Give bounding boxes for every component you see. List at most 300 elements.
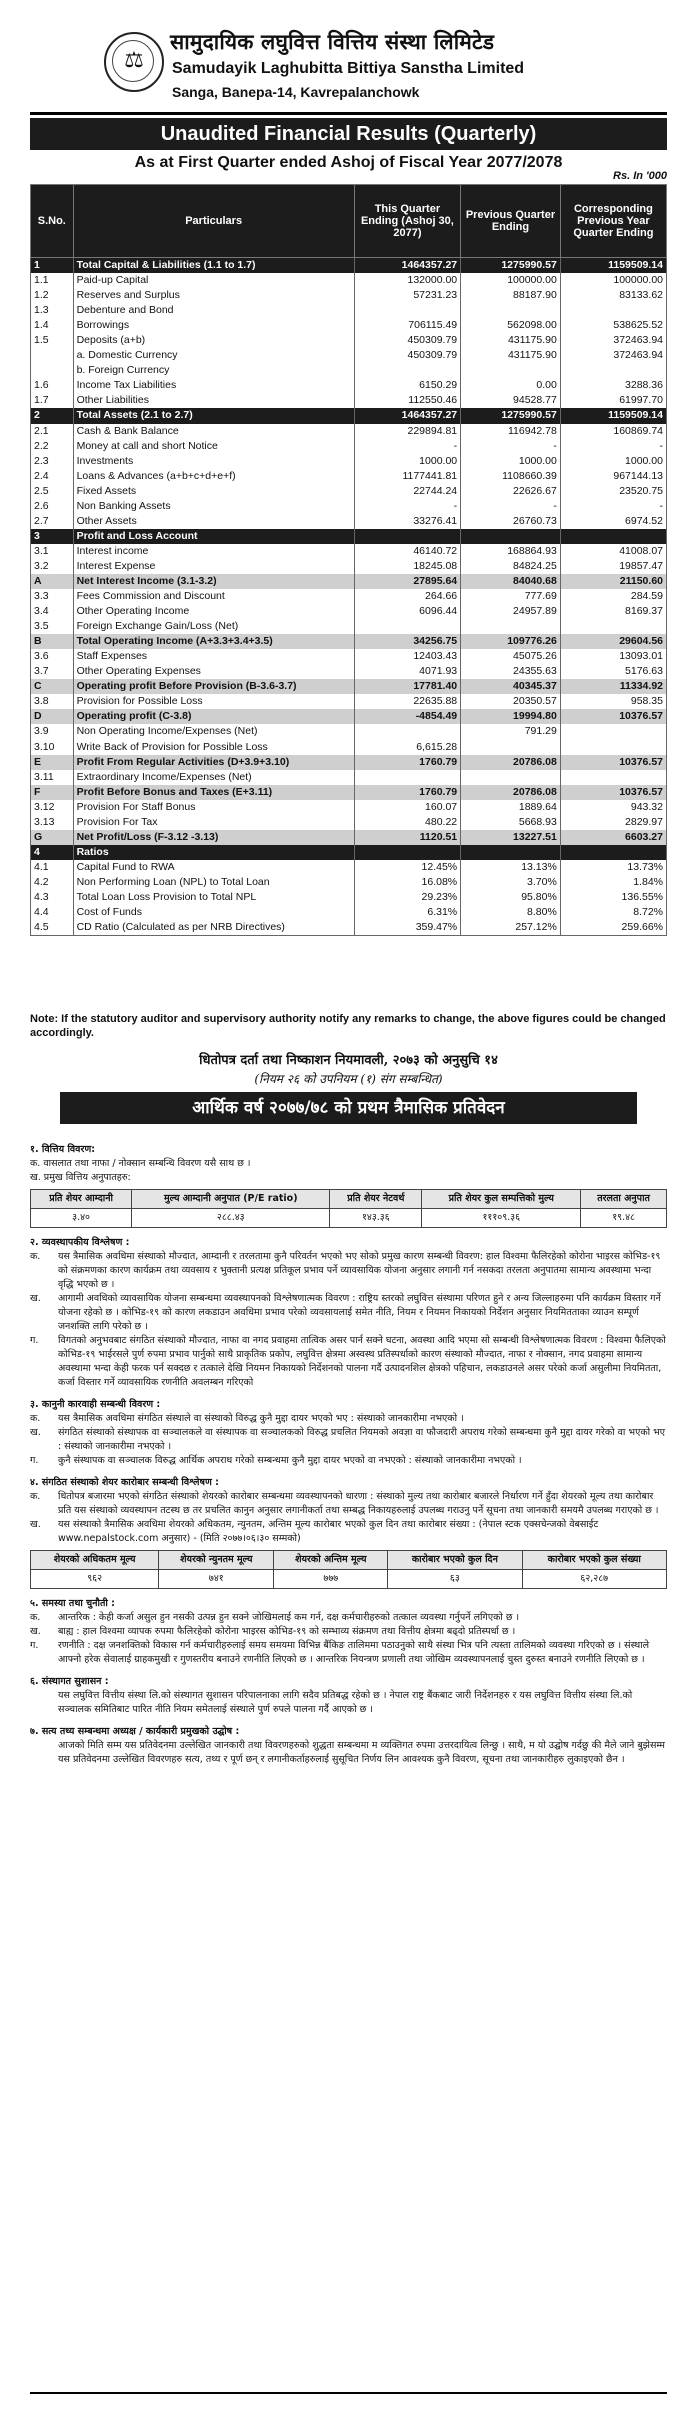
row-previous-quarter: 26760.73 <box>461 514 561 529</box>
row-particular: Foreign Exchange Gain/Loss (Net) <box>73 619 354 634</box>
row-corresponding: 1000.00 <box>560 454 666 469</box>
row-this-quarter: -4854.49 <box>354 709 460 724</box>
table-row <box>31 770 667 785</box>
row-previous-quarter: 22626.67 <box>461 484 561 499</box>
table-row <box>31 454 667 469</box>
row-previous-quarter: 109776.26 <box>461 634 561 649</box>
table-row <box>31 724 667 739</box>
row-sn: 3.12 <box>31 800 74 815</box>
row-particular: Net Profit/Loss (F-3.12 -3.13) <box>73 830 354 845</box>
row-this-quarter: 6,615.28 <box>354 740 460 755</box>
row-sn <box>31 363 74 378</box>
row-particular: Fixed Assets <box>73 484 354 499</box>
row-previous-quarter: 24355.63 <box>461 664 561 679</box>
row-corresponding: 10376.57 <box>560 785 666 800</box>
row-corresponding: 2829.97 <box>560 815 666 830</box>
trade-header: शेयरको अधिकतम मूल्य <box>31 1551 159 1570</box>
row-this-quarter: 22635.88 <box>354 694 460 709</box>
row-sn: 2.5 <box>31 484 74 499</box>
table-row <box>31 664 667 679</box>
key-ratios-header-row <box>31 1190 667 1209</box>
table-row <box>31 589 667 604</box>
row-this-quarter: 22744.24 <box>354 484 460 499</box>
row-corresponding: 29604.56 <box>560 634 666 649</box>
row-sn: 4.3 <box>31 890 74 905</box>
section-2-heading: २. व्यवस्थापकीय विश्लेषण : <box>30 1237 130 1248</box>
units-label: Rs. In '000 <box>613 170 667 182</box>
trade-value: ७४१ <box>159 1570 274 1589</box>
row-corresponding <box>560 619 666 634</box>
row-particular: Money at call and short Notice <box>73 439 354 454</box>
row-previous-quarter: 1889.64 <box>461 800 561 815</box>
table-row <box>31 363 667 378</box>
row-sn: 1 <box>31 258 74 274</box>
row-corresponding: 1159509.14 <box>560 258 666 274</box>
row-this-quarter: 33276.41 <box>354 514 460 529</box>
row-this-quarter: 264.66 <box>354 589 460 604</box>
row-previous-quarter: - <box>461 499 561 514</box>
row-previous-quarter <box>461 363 561 378</box>
org-name-nepali: सामुदायिक लघुवित्त वित्तिय संस्था लिमिटेड <box>170 29 495 54</box>
row-this-quarter: 1120.51 <box>354 830 460 845</box>
ratio-header: प्रति शेयर आम्दानी <box>31 1190 132 1209</box>
section-5-ga: रणनीति : दक्ष जनशक्तिको विकास गर्न कर्मचारीहरुलाई समय समयमा विभिन्न बैंकिङ तालिममा पठाउनुको साथै संस्था भित्र पनि त्यस्ता तालिमको व्यवस्था गरिएको छ । संस्थाले आफ्नो हरेक सेवालाई ग्राहकमुखी र गुणस्तरीय बनाउने रणनीति लिएको छ । आन्तरिक नियन्त्रण प्रणाली तथा जोखिम व्यवस्थापनलाई चुस्त दुरुस्त बनाउने रणनीति लिएको छ । <box>58 1640 650 1665</box>
row-sn: 4.2 <box>31 875 74 890</box>
row-previous-quarter: 20786.08 <box>461 785 561 800</box>
trade-value: ७७७ <box>274 1570 388 1589</box>
row-previous-quarter: 562098.00 <box>461 318 561 333</box>
row-previous-quarter: 1275990.57 <box>461 408 561 423</box>
row-previous-quarter: 168864.93 <box>461 544 561 559</box>
trade-header: शेयरको न्युनतम मूल्य <box>159 1551 274 1570</box>
row-this-quarter: - <box>354 439 460 454</box>
scales-icon: ⚖ <box>124 48 144 73</box>
row-sn: A <box>31 574 74 589</box>
row-previous-quarter: 1275990.57 <box>461 258 561 274</box>
table-row <box>31 875 667 890</box>
row-previous-quarter <box>461 619 561 634</box>
table-row <box>31 755 667 770</box>
row-this-quarter: 17781.40 <box>354 679 460 694</box>
row-this-quarter: 1177441.81 <box>354 469 460 484</box>
row-previous-quarter: 45075.26 <box>461 649 561 664</box>
table-row <box>31 333 667 348</box>
row-this-quarter: 1464357.27 <box>354 408 460 423</box>
row-particular: Deposits (a+b) <box>73 333 354 348</box>
row-this-quarter: 12403.43 <box>354 649 460 664</box>
table-body <box>31 258 667 936</box>
row-corresponding: 538625.52 <box>560 318 666 333</box>
row-this-quarter: 27895.64 <box>354 574 460 589</box>
row-previous-quarter <box>461 770 561 785</box>
table-note: Note: If the statutory auditor and supervisory authority notify any remarks to change, the above figures could be changed accordingly. <box>30 1013 666 1039</box>
row-this-quarter: 4071.93 <box>354 664 460 679</box>
table-row <box>31 634 667 649</box>
row-previous-quarter: 88187.90 <box>461 288 561 303</box>
row-corresponding: - <box>560 439 666 454</box>
share-trading-table <box>30 1550 667 1589</box>
row-this-quarter: 6150.29 <box>354 378 460 393</box>
row-particular: Other Liabilities <box>73 393 354 408</box>
ratio-header: प्रति शेयर कुल सम्पत्तिको मुल्य <box>422 1190 581 1209</box>
quarterly-report-body: १. वित्तिय विवरण: क. वासलात तथा नाफा / नोक्सान सम्बन्धि विवरण यसै साथ छ । ख. प्रमुख वित्तिय अनुपातहरु: प्रति शेयर आम्दानी मुल्य आम्दानी अनुपात (P/E ratio) प्रति शेयर नेटवर्थ प्रति शेयर कुल सम्पत्तिको मुल्य तरलता अनुपात ३.४० २८८.४३ १४३.३६ १११०९.३६ १९.४८ २. व्यवस्थापकीय विश्लेषण : क. यस त्रैमासिक अवधिमा संस्थाको मौज्दात, आम्दानी र तरलतामा कुनै परिवर्तन भएको भए सोको प्रमुख कारण सम्बन्धी विवरण: हाल विश्वमा फैलिरहेको कोरोना भाइरस कोभिड-१९ को संक्रमणका कारण कार्यक्रम तथा व्यवसाय र भुक्तानी प्रत्यक्ष प्रतिकूल प्रभाव पर्ने व्यावसायिक योजना अनुसार लगानी गर्न नसकदा तरलता अनुपातमा सामान्य अवस्थामा भन्दा वृद्धि भएको छ । ख. आगामी अवधिको व्यावसायिक योजना सम्बन्धमा व्यवस्थापनको विश्लेषणात्मक विवरण : राष्ट्रिय स्तरको लघुवित्त संस्थामा परिणत हुने र अन्य जिल्लाहरुमा पनि कार्यक्रम विस्तार गर्ने योजना रहेको छ । कोभिड-१९ को कारण लकडाउन अवधिमा प्रभाव परेको व्यवसायलाई समेत नीति, नियम र नियमन निकायको निर्देशन अनुसार नियमितताका व्याउन सम्पूर्ण जनशक्ति लागि परेको छ । ग. विगतको अनुभवबाट संगठित संस्थाको मौज्दात, नाफा वा नगद प्रवाहमा तात्विक असर पार्न सक्ने घटना, अवस्था आदि भएमा सो सम्बन्धी विश्लेषणात्मक विवरण : विश्वमा फैलिएको कोभिड-१९ भाईरसले पुर्ण रुपमा प्रभाव पार्नुको साथै प्राकृतिक प्रकोप, लघुवित्त क्षेत्रमा अस्वस्थ प्रतिस्पर्धाको कारण संस्थाको मौज्दात, नाफा र नोक्सान, नगद प्रवाहमा सामान्य अवस्थामा भन्दा केही फरक पर्न सक्दछ र तत्काले देखि नियमन निकायको निर्देशनको पालना गर्दै उत्पादनशिल क्षेत्रको पहिचान, लकडाउनले असर परेको कर्जा असुलीमा नियमितता, कर्जा विस्तार गर्ने व्यावसायिक रणनीति अवलम्बन गरिएको ३. कानुनी कारवाही सम्बन्धी विवरण : क. यस त्रैमासिक अवधिमा संगठित संस्थाले वा संस्थाको विरुद्ध कुनै मुद्दा दायर भएको भए : संस्थाको जानकारीमा नभएको । ख. संगठित संस्थाको संस्थापक वा सञ्चालकले वा संस्थापक वा सञ्चालकको विरुद्ध प्रचलित नियमको अवज्ञा वा फौजदारी अपराध गरेको सम्बन्धमा कुनै मुद्दा दायर गरेको वा भएको भए : संस्थाको जानकारीमा नभएको । ग. कुनै संस्थापक वा सञ्चालक विरुद्ध आर्थिक अपराध गरेको सम्बन्धमा कुनै मुद्दा दायर भएको वा नभएको : संस्थाको जानकारीमा नभएको । ४. संगठित संस्थाको शेयर कारोबार सम्बन्धी विश्लेषण : क. धितोपत्र बजारमा भएको संगठित संस्थाको शेयरको कारोबार सम्बन्धमा व्यवस्थापनको धारणा : संस्थाको मुल्य तथा कारोबार बजारले निर्धारण गर्ने हुँदा शेयरको मूल्य तथा कारोबार प्रति यस संस्थाको व्यवस्थापन तटस्थ छ तर प्रचलित कानुन अनुसार लगानीकर्ता तथा सम्बद्ध निकायहरुलाई उपलब्ध गराउनु पर्ने सूचना तथा जानकारी समयमै उपलब्ध गराएको छ । ख. यस संस्थाको त्रैमासिक अवधिमा शेयरको अधिकतम, न्युनतम, अन्तिम मूल्य कारोबार भएको कुल दिन तथा कारोबार संख्या : (नेपाल स्टक एक्सचेन्जको वेबसाईट www.nepalstock.com अनुसार) - (मिति २०७७।०६।३० सम्मको) शेयरको अधिकतम मूल्य शेयरको न्युनतम मूल्य शेयरको अन्तिम मूल्य कारोबार भएको कुल दिन कारोबार भएको कुल संख्या ९६२ ७४१ ७७७ ६३ ६२,२८७ ५. समस्या तथा चुनौती : क. आन्तरिक : केही कर्जा असुल हुन नसकी उत्पन्न हुन सक्ने जोखिमलाई कम गर्न, दक्ष कर्मचारीहरुको तत्काल व्यवस्था गर्नुपर्ने लगिएको छ । ख. बाह्य : हाल विश्वमा व्यापक रुपमा फैलिरहेको कोरोना भाइरस कोभिड-१९ को सम्भाव्य संक्रमण तथा वित्तीय क्षेत्रमा बढ्दो प्रतिस्पर्धा छ । ग. रणनीति : दक्ष जनशक्तिको विकास गर्न कर्मचारीहरुलाई समय समयमा विभिन्न बैंकिङ तालिममा पठाउनुको साथै संस्था भित्र पनि त्यस्ता तालिमको व्यवस्था गरिएको छ । संस्थाले आफ्नो हरेक सेवालाई ग्राहकमुखी र गुणस्तरीय बनाउने रणनीति लिएको छ । आन्तरिक नियन्त्रण प्रणाली तथा जोखिम व्यवस्थापनलाई चुस्त दुरुस्त बनाउने रणनीति लिएको छ । ६. संस्थागत सुशासन : यस लघुवित्त वित्तीय संस्था लि.को संस्थागत सुशासन परिपालनाका लागि सदैव प्रतिबद्ध रहेको छ । नेपाल राष्ट्र बैंकबाट जारी निर्देशनहरु र यस लघुवित्त वित्तीय संस्था लि.को सञ्चालक समितिबाट पारित नीति नियम समेतलाई संस्थाले पुर्ण रुपले पालना गर्दै आएको छ । ७. सत्य तथ्य सम्बन्धमा अध्यक्ष / कार्यकारी प्रमुखको उद्घोष : आजको मिति सम्म यस प्रतिवेदनमा उल्लेखित जानकारी तथा विवरणहरुको शुद्धता सम्बन्धमा म व्यक्तिगत रुपमा उत्तरदायित्व लिन्छु । साथै, म यो उद्घोष गर्दछु की मैले जाने बुझेसम्म यस प्रतिवेदनमा उल्लेखित विवरणहरु सत्य, तथ्य र पूर्ण छन् र लगानीकर्ताहरुलाई सुसूचित निर्णय लिन आवश्यक कुनै विवरण, सूचना तथा जानकारीहरु लुकाइएको छैन । <box>30 1144 666 1765</box>
row-this-quarter: 29.23% <box>354 890 460 905</box>
row-this-quarter: 450309.79 <box>354 333 460 348</box>
row-corresponding: 23520.75 <box>560 484 666 499</box>
row-particular: Ratios <box>73 845 354 860</box>
row-corresponding: 6974.52 <box>560 514 666 529</box>
table-row <box>31 800 667 815</box>
trade-value: ६२,२८७ <box>522 1570 666 1589</box>
row-corresponding: 19857.47 <box>560 559 666 574</box>
row-corresponding: 5176.63 <box>560 664 666 679</box>
row-particular: Fees Commission and Discount <box>73 589 354 604</box>
row-corresponding: 372463.94 <box>560 348 666 363</box>
row-sn: 1.1 <box>31 273 74 288</box>
row-corresponding: 61997.70 <box>560 393 666 408</box>
row-corresponding: 8169.37 <box>560 604 666 619</box>
row-previous-quarter: 257.12% <box>461 920 561 936</box>
regulation-reference: धितोपत्र दर्ता तथा निष्काशन नियमावली, २०७३ को अनुसुचि १४ <box>199 1053 498 1068</box>
row-corresponding: 83133.62 <box>560 288 666 303</box>
row-this-quarter: 132000.00 <box>354 273 460 288</box>
row-particular: Interest Expense <box>73 559 354 574</box>
report-subtitle: As at First Quarter ended Ashoj of Fiscal Year 2077/2078 <box>134 154 563 171</box>
row-sn: 4 <box>31 845 74 860</box>
row-previous-quarter: 8.80% <box>461 905 561 920</box>
col-particulars: Particulars <box>73 185 354 258</box>
table-row <box>31 499 667 514</box>
row-corresponding: 1.84% <box>560 875 666 890</box>
row-sn: 3.13 <box>31 815 74 830</box>
row-this-quarter <box>354 724 460 739</box>
row-particular: Non Banking Assets <box>73 499 354 514</box>
col-this-quarter: This Quarter Ending (Ashoj 30, 2077) <box>354 185 460 258</box>
row-this-quarter <box>354 529 460 544</box>
row-corresponding: 3288.36 <box>560 378 666 393</box>
row-this-quarter: 229894.81 <box>354 424 460 439</box>
row-corresponding: 41008.07 <box>560 544 666 559</box>
row-particular: Net Interest Income (3.1-3.2) <box>73 574 354 589</box>
section-4-ka: धितोपत्र बजारमा भएको संगठित संस्थाको शेयरको कारोबार सम्बन्धमा व्यवस्थापनको धारणा : संस्थाको मुल्य तथा कारोबार बजारले निर्धारण गर्ने हुँदा शेयरको मूल्य तथा कारोबार प्रति यस संस्थाको व्यवस्थापन तटस्थ छ तर प्रचलित कानुन अनुसार लगानीकर्ता तथा सम्बद्ध निकायहरुलाई उपलब्ध गराउनु पर्ने सूचना तथा जानकारी समयमै उपलब्ध गराएको छ । <box>58 1491 659 1516</box>
row-corresponding: 372463.94 <box>560 333 666 348</box>
table-row <box>31 694 667 709</box>
row-this-quarter <box>354 363 460 378</box>
trade-value: ६३ <box>388 1570 522 1589</box>
row-sn: B <box>31 634 74 649</box>
section-1-heading: १. वित्तिय विवरण: <box>30 1144 96 1155</box>
row-this-quarter: 1760.79 <box>354 755 460 770</box>
row-sn <box>31 348 74 363</box>
section-7-heading: ७. सत्य तथ्य सम्बन्धमा अध्यक्ष / कार्यकारी प्रमुखको उद्घोष : <box>30 1726 240 1737</box>
share-trading-header-row <box>31 1551 667 1570</box>
row-this-quarter: 160.07 <box>354 800 460 815</box>
row-sn: 1.5 <box>31 333 74 348</box>
row-sn: 3.10 <box>31 740 74 755</box>
row-sn: 2.1 <box>31 424 74 439</box>
row-corresponding: 21150.60 <box>560 574 666 589</box>
row-corresponding <box>560 845 666 860</box>
row-particular: Non Performing Loan (NPL) to Total Loan <box>73 875 354 890</box>
ratio-header: प्रति शेयर नेटवर्थ <box>330 1190 422 1209</box>
table-row <box>31 469 667 484</box>
row-particular: CD Ratio (Calculated as per NRB Directives) <box>73 920 354 936</box>
row-previous-quarter: 1108660.39 <box>461 469 561 484</box>
row-previous-quarter: 0.00 <box>461 378 561 393</box>
row-particular: Income Tax Liabilities <box>73 378 354 393</box>
section-7-body: आजको मिति सम्म यस प्रतिवेदनमा उल्लेखित जानकारी तथा विवरणहरुको शुद्धता सम्बन्धमा म व्यक्तिगत रुपमा उत्तरदायित्व लिन्छु । साथै, म यो उद्घोष गर्दछु की मैले जाने बुझेसम्म यस प्रतिवेदनमा उल्लेखित विवरणहरु सत्य, तथ्य र पूर्ण छन् र लगानीकर्ताहरुलाई सुसूचित निर्णय लिन आवश्यक कुनै विवरण, सूचना तथा जानकारीहरु लुकाइएको छैन । <box>58 1740 665 1765</box>
row-corresponding <box>560 363 666 378</box>
table-row <box>31 544 667 559</box>
row-previous-quarter <box>461 303 561 318</box>
row-this-quarter: 16.08% <box>354 875 460 890</box>
row-sn: E <box>31 755 74 770</box>
row-particular: Provision for Possible Loss <box>73 694 354 709</box>
row-particular: Profit and Loss Account <box>73 529 354 544</box>
table-row <box>31 348 667 363</box>
row-particular: Paid-up Capital <box>73 273 354 288</box>
table-row <box>31 273 667 288</box>
row-particular: Capital Fund to RWA <box>73 860 354 875</box>
table-row <box>31 559 667 574</box>
col-corresponding-year: Corresponding Previous Year Quarter Ending <box>560 185 666 258</box>
row-particular: Cash & Bank Balance <box>73 424 354 439</box>
table-row <box>31 258 667 274</box>
row-previous-quarter <box>461 845 561 860</box>
row-corresponding: 8.72% <box>560 905 666 920</box>
ratio-value: १९.४८ <box>581 1209 667 1228</box>
row-this-quarter: 6.31% <box>354 905 460 920</box>
section-3-ka: यस त्रैमासिक अवधिमा संगठित संस्थाले वा संस्थाको विरुद्ध कुनै मुद्दा दायर भएको भए : संस्थाको जानकारीमा नभएको । <box>58 1413 464 1424</box>
section-6-heading: ६. संस्थागत सुशासन : <box>30 1676 109 1687</box>
table-row <box>31 604 667 619</box>
table-row <box>31 408 667 423</box>
table-row <box>31 393 667 408</box>
regulation-subreference: (नियम २६ को उपनियम (१) संग सम्बन्धित) <box>254 1072 443 1086</box>
row-previous-quarter: 431175.90 <box>461 333 561 348</box>
row-this-quarter: 1000.00 <box>354 454 460 469</box>
row-corresponding <box>560 529 666 544</box>
row-corresponding: 967144.13 <box>560 469 666 484</box>
row-previous-quarter: 40345.37 <box>461 679 561 694</box>
table-header-row <box>31 185 667 258</box>
row-sn: 3.3 <box>31 589 74 604</box>
row-particular: Profit From Regular Activities (D+3.9+3.10) <box>73 755 354 770</box>
row-particular: Other Operating Income <box>73 604 354 619</box>
row-sn: 2.7 <box>31 514 74 529</box>
row-this-quarter: 18245.08 <box>354 559 460 574</box>
section-5-heading: ५. समस्या तथा चुनौती : <box>30 1598 115 1609</box>
row-previous-quarter: 777.69 <box>461 589 561 604</box>
row-this-quarter: 359.47% <box>354 920 460 936</box>
row-corresponding: 13093.01 <box>560 649 666 664</box>
row-sn: G <box>31 830 74 845</box>
org-address: Sanga, Banepa-14, Kavrepalanchowk <box>172 84 420 100</box>
row-corresponding: 259.66% <box>560 920 666 936</box>
row-corresponding: 10376.57 <box>560 709 666 724</box>
row-this-quarter: 12.45% <box>354 860 460 875</box>
row-corresponding: 160869.74 <box>560 424 666 439</box>
row-previous-quarter: 100000.00 <box>461 273 561 288</box>
section-2-kha: आगामी अवधिको व्यावसायिक योजना सम्बन्धमा व्यवस्थापनको विश्लेषणात्मक विवरण : राष्ट्रिय स्तरको लघुवित्त संस्थामा परिणत हुने र अन्य जिल्लाहरुमा पनि कार्यक्रम विस्तार गर्ने योजना रहेको छ । कोभिड-१९ को कारण लकडाउन अवधिमा प्रभाव परेको व्यवसायलाई समेत नीति, नियम र नियमन निकायको निर्देशन अनुसार नियमितताका व्याउन सम्पूर्ण जनशक्ति लागि परेको छ । <box>58 1293 661 1332</box>
row-this-quarter: 450309.79 <box>354 348 460 363</box>
row-sn: 1.3 <box>31 303 74 318</box>
row-corresponding <box>560 770 666 785</box>
ratio-header: तरलता अनुपात <box>581 1190 667 1209</box>
row-sn: 4.1 <box>31 860 74 875</box>
row-corresponding: 1159509.14 <box>560 408 666 423</box>
row-sn: 3.8 <box>31 694 74 709</box>
table-row <box>31 679 667 694</box>
share-trading-value-row <box>31 1570 667 1589</box>
row-sn: C <box>31 679 74 694</box>
row-sn: 3 <box>31 529 74 544</box>
row-previous-quarter: 13.13% <box>461 860 561 875</box>
row-corresponding: 6603.27 <box>560 830 666 845</box>
table-row <box>31 905 667 920</box>
row-previous-quarter: 19994.80 <box>461 709 561 724</box>
row-previous-quarter: 84824.25 <box>461 559 561 574</box>
row-particular: Staff Expenses <box>73 649 354 664</box>
row-sn: 2 <box>31 408 74 423</box>
row-corresponding: 136.55% <box>560 890 666 905</box>
table-row <box>31 830 667 845</box>
row-this-quarter: 706115.49 <box>354 318 460 333</box>
org-name-english: Samudayik Laghubitta Bittiya Sanstha Limited <box>172 60 525 77</box>
table-row <box>31 514 667 529</box>
ratio-value: ३.४० <box>31 1209 132 1228</box>
row-corresponding <box>560 303 666 318</box>
row-previous-quarter: 94528.77 <box>461 393 561 408</box>
row-sn: 3.5 <box>31 619 74 634</box>
key-ratios-table <box>30 1189 667 1228</box>
row-particular: Reserves and Surplus <box>73 288 354 303</box>
row-sn: 3.6 <box>31 649 74 664</box>
table-row <box>31 303 667 318</box>
ratio-value: १११०९.३६ <box>422 1209 581 1228</box>
row-corresponding: 943.32 <box>560 800 666 815</box>
row-this-quarter: 112550.46 <box>354 393 460 408</box>
row-corresponding: 100000.00 <box>560 273 666 288</box>
row-previous-quarter: 95.80% <box>461 890 561 905</box>
letterhead <box>0 0 697 125</box>
row-particular: Provision For Staff Bonus <box>73 800 354 815</box>
row-particular: Total Loan Loss Provision to Total NPL <box>73 890 354 905</box>
row-particular: Investments <box>73 454 354 469</box>
financial-results-table <box>30 184 667 936</box>
row-previous-quarter: 1000.00 <box>461 454 561 469</box>
section-2-ka: यस त्रैमासिक अवधिमा संस्थाको मौज्दात, आम्दानी र तरलतामा कुनै परिवर्तन भएको भए सोको प्रमुख कारण सम्बन्धी विवरण: हाल विश्वमा फैलिरहेको कोरोना भाइरस कोभिड-१९ को संक्रमणका कारण कार्यक्रम तथा व्यवसाय र भुक्तानी प्रत्यक्ष प्रतिकूल प्रभाव पर्ने व्यावसायिक योजना अनुसार लगानी गर्न नसकदा तरलता अनुपातमा सामान्य अवस्थामा भन्दा वृद्धि भएको छ । <box>58 1251 661 1290</box>
row-particular: Other Assets <box>73 514 354 529</box>
row-sn: 3.11 <box>31 770 74 785</box>
row-this-quarter: 46140.72 <box>354 544 460 559</box>
section-2-ga: विगतको अनुभवबाट संगठित संस्थाको मौज्दात, नाफा वा नगद प्रवाहमा तात्विक असर पार्न सक्ने घटना, अवस्था आदि भएमा सो सम्बन्धी विश्लेषणात्मक विवरण : विश्वमा फैलिएको कोभिड-१९ भाईरसले पुर्ण रुपमा प्रभाव पार्नुको साथै प्राकृतिक प्रकोप, लघुवित्त क्षेत्रमा अस्वस्थ प्रतिस्पर्धाको कारण संस्थाको मौज्दात, नाफा र नोक्सान, नगद प्रवाहमा सामान्य अवस्थामा भन्दा केही फरक पर्न सक्दछ र तत्काले देखि नियमन निकायको निर्देशनको पालना गर्दै उत्पादनशिल क्षेत्रको पहिचान, लकडाउनले असर परेको कर्जा असुलीमा नियमितता, कर्जा विस्तार गर्ने व्यावसायिक रणनीति अवलम्बन गरिएको <box>58 1335 666 1388</box>
ratio-value: २८८.४३ <box>132 1209 330 1228</box>
row-this-quarter: 6096.44 <box>354 604 460 619</box>
row-sn: 2.4 <box>31 469 74 484</box>
row-this-quarter <box>354 619 460 634</box>
row-previous-quarter: 5668.93 <box>461 815 561 830</box>
row-particular: Extraordinary Income/Expenses (Net) <box>73 770 354 785</box>
row-sn: 3.1 <box>31 544 74 559</box>
organization-logo <box>104 32 164 92</box>
row-sn: 3.9 <box>31 724 74 739</box>
row-sn: 1.2 <box>31 288 74 303</box>
section-4-kha: यस संस्थाको त्रैमासिक अवधिमा शेयरको अधिकतम, न्युनतम, अन्तिम मूल्य कारोबार भएको कुल दिन तथा कारोबार संख्या : (नेपाल स्टक एक्सचेन्जको वेबसाईट www.nepalstock.com अनुसार) - (मिति २०७७।०६।३० सम्मको) <box>58 1519 599 1544</box>
row-particular: a. Domestic Currency <box>73 348 354 363</box>
row-this-quarter <box>354 303 460 318</box>
row-sn: 4.5 <box>31 920 74 936</box>
row-previous-quarter: 84040.68 <box>461 574 561 589</box>
trade-header: शेयरको अन्तिम मूल्य <box>274 1551 388 1570</box>
row-corresponding: 13.73% <box>560 860 666 875</box>
row-sn: 4.4 <box>31 905 74 920</box>
table-row <box>31 815 667 830</box>
row-particular: Interest income <box>73 544 354 559</box>
row-this-quarter: - <box>354 499 460 514</box>
row-sn: 3.4 <box>31 604 74 619</box>
row-this-quarter <box>354 845 460 860</box>
row-previous-quarter: 791.29 <box>461 724 561 739</box>
row-this-quarter: 480.22 <box>354 815 460 830</box>
row-corresponding: 284.59 <box>560 589 666 604</box>
row-sn: 2.2 <box>31 439 74 454</box>
table-row <box>31 288 667 303</box>
row-this-quarter: 57231.23 <box>354 288 460 303</box>
row-corresponding: - <box>560 499 666 514</box>
row-sn: 2.6 <box>31 499 74 514</box>
table-row <box>31 424 667 439</box>
row-previous-quarter: 20350.57 <box>461 694 561 709</box>
ratio-value: १४३.३६ <box>330 1209 422 1228</box>
header-divider <box>30 112 667 115</box>
row-particular: Debenture and Bond <box>73 303 354 318</box>
table-row <box>31 378 667 393</box>
table-row <box>31 920 667 936</box>
trade-header: कारोबार भएको कुल संख्या <box>522 1551 666 1570</box>
row-sn: 1.7 <box>31 393 74 408</box>
section-1-ka: क. वासलात तथा नाफा / नोक्सान सम्बन्धि विवरण यसै साथ छ । <box>30 1158 251 1169</box>
row-particular: Write Back of Provision for Possible Loss <box>73 740 354 755</box>
row-previous-quarter: - <box>461 439 561 454</box>
section-4-heading: ४. संगठित संस्थाको शेयर कारोबार सम्बन्धी विश्लेषण : <box>30 1477 219 1488</box>
row-particular: Cost of Funds <box>73 905 354 920</box>
row-particular: b. Foreign Currency <box>73 363 354 378</box>
quarterly-report-title-nepali: आर्थिक वर्ष २०७७/७८ को प्रथम त्रैमासिक प्रतिवेदन <box>60 1092 637 1124</box>
ratio-header: मुल्य आम्दानी अनुपात (P/E ratio) <box>132 1190 330 1209</box>
table-row <box>31 484 667 499</box>
section-3-kha: संगठित संस्थाको संस्थापक वा सञ्चालकले वा संस्थापक वा सञ्चालकको विरुद्ध प्रचलित नियमको अवज्ञा वा फौजदारी अपराध गरेको सम्बन्धमा कुनै मुद्दा दायर गरेको वा भएको भए : संस्थाको जानकारीमा नभएको । <box>58 1427 666 1452</box>
row-sn: 3.2 <box>31 559 74 574</box>
row-previous-quarter: 13227.51 <box>461 830 561 845</box>
table-row <box>31 439 667 454</box>
row-sn: 2.3 <box>31 454 74 469</box>
report-title: Unaudited Financial Results (Quarterly) <box>30 118 667 150</box>
row-corresponding <box>560 724 666 739</box>
table-row <box>31 318 667 333</box>
row-sn: 3.7 <box>31 664 74 679</box>
row-corresponding: 958.35 <box>560 694 666 709</box>
row-previous-quarter: 20786.08 <box>461 755 561 770</box>
table-row <box>31 860 667 875</box>
col-sn: S.No. <box>31 185 74 258</box>
table-row <box>31 619 667 634</box>
row-particular: Provision For Tax <box>73 815 354 830</box>
row-particular: Total Operating Income (A+3.3+3.4+3.5) <box>73 634 354 649</box>
row-this-quarter <box>354 770 460 785</box>
table-row <box>31 529 667 544</box>
bottom-divider <box>30 2392 667 2394</box>
